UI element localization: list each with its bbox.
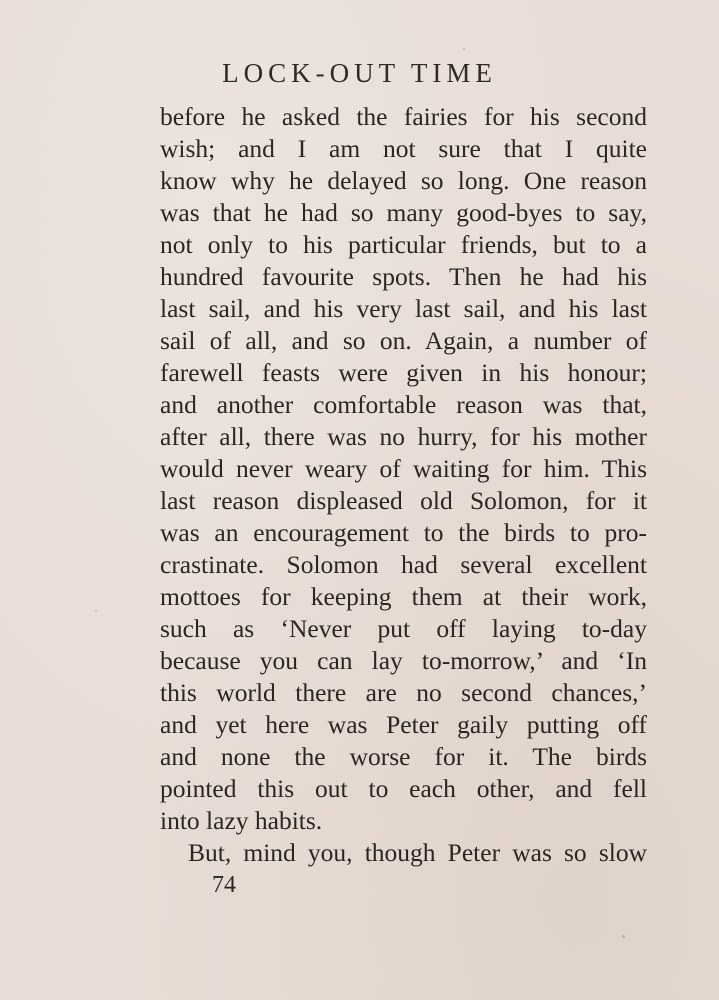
running-head: LOCK-OUT TIME: [222, 58, 497, 88]
text-line: into lazy habits.: [160, 806, 323, 835]
paper-speck: [622, 935, 625, 938]
page-number: 74: [212, 872, 236, 898]
text-line: not only to his particular friends, but to a: [160, 230, 647, 259]
paper-speck: [463, 48, 465, 50]
text-line: after all, there was no hurry, for his mother: [160, 422, 647, 451]
text-line: know why he delayed so long. One reason: [160, 166, 647, 195]
text-line: would never weary of waiting for him. This: [160, 454, 647, 483]
text-line: But, mind you, though Peter was so slow: [188, 838, 647, 867]
text-line: such as ‘Never put off laying to-day: [160, 614, 647, 643]
text-line: farewell feasts were given in his honour;: [160, 358, 647, 387]
text-line: and another comfortable reason was that,: [160, 390, 647, 419]
text-line: was an encouragement to the birds to pro-: [160, 518, 647, 547]
text-line: was that he had so many good-byes to say,: [160, 198, 647, 227]
text-line: hundred favourite spots. Then he had his: [160, 262, 647, 291]
text-line: because you can lay to-morrow,’ and ‘In: [160, 646, 647, 675]
text-line: last reason displeased old Solomon, for it: [160, 486, 647, 515]
text-line: sail of all, and so on. Again, a number of: [160, 326, 647, 355]
text-line: this world there are no second chances,’: [160, 678, 647, 707]
text-line: before he asked the fairies for his second: [160, 102, 647, 131]
text-line: crastinate. Solomon had several excellent: [160, 550, 647, 579]
text-line: and yet here was Peter gaily putting off: [160, 710, 647, 739]
text-line: pointed this out to each other, and fell: [160, 774, 647, 803]
text-line: wish; and I am not sure that I quite: [160, 134, 647, 163]
text-line: and none the worse for it. The birds: [160, 742, 647, 771]
text-line: mottoes for keeping them at their work,: [160, 582, 647, 611]
paper-speck: [95, 610, 97, 612]
text-line: last sail, and his very last sail, and his last: [160, 294, 647, 323]
